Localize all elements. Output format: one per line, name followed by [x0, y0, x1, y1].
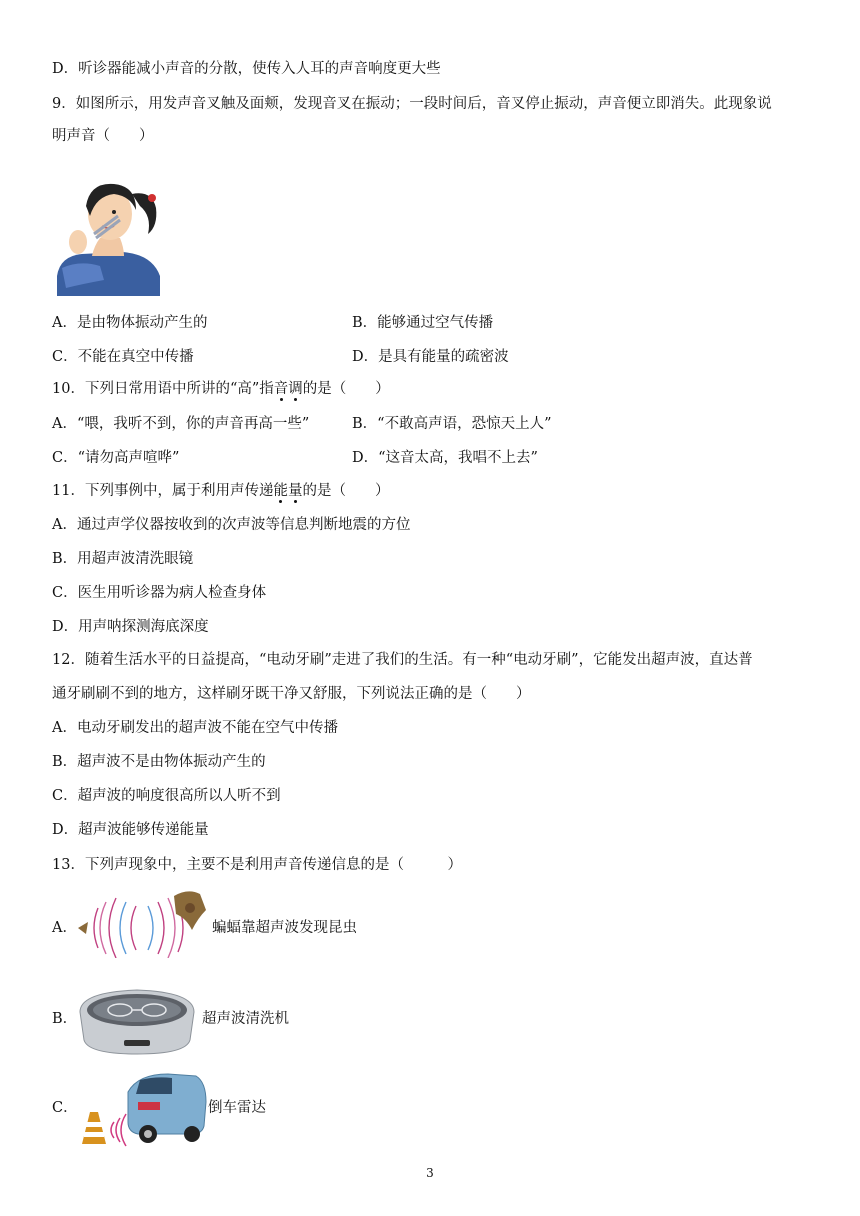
q11-stem — [52, 481, 389, 501]
q10-stem-post: 的是（ ） — [302, 381, 390, 397]
q13-option-b-text: 超声波清洗机 — [202, 1011, 289, 1027]
q10-option-b: B．“不敢高声语，恐惊天上人” — [352, 416, 552, 432]
q10-stem-pre: 10．下列日常用语中所讲的“高”指 — [52, 381, 274, 397]
q8-option-d: D．听诊器能减小声音的分散，使传入人耳的声音响度更大些 — [52, 61, 441, 77]
q11-option-b: B．用超声波清洗眼镜 — [52, 551, 194, 567]
q11-option-d: D．用声呐探测海底深度 — [52, 619, 209, 635]
ultrasonic-cleaner-image — [76, 984, 198, 1056]
q11-option-a: A．通过声学仪器按收到的次声波等信息判断地震的方位 — [52, 517, 411, 533]
q9-option-d: D．是具有能量的疏密波 — [352, 349, 509, 365]
q13-option-a-text: 蝙蝠靠超声波发现昆虫 — [212, 920, 357, 936]
page-number: 3 — [426, 1166, 434, 1180]
q13-option-a-letter: A． — [52, 920, 77, 936]
q12-option-a: A．电动牙刷发出的超声波不能在空气中传播 — [52, 720, 338, 736]
q9-stem-line1: 9．如图所示，用发声音叉触及面颊，发现音叉在振动；一段时间后，音叉停止振动，声音便立即消失。此现象说 — [52, 96, 772, 112]
q9-option-a: A．是由物体振动产生的 — [52, 315, 208, 331]
q12-option-d: D．超声波能够传递能量 — [52, 822, 209, 838]
q12-option-c: C．超声波的响度很高所以人听不到 — [52, 788, 281, 804]
q10-stem — [52, 379, 390, 399]
q11-stem-pre: 11．下列事例中，属于利用声传递 — [52, 483, 274, 499]
q9-option-c: C．不能在真空中传播 — [52, 349, 194, 365]
q9-stem-line2: 明声音（ ） — [52, 128, 154, 144]
q10-stem-emphasis-2: 调 — [288, 381, 303, 397]
q10-option-c: C．“请勿高声喧哗” — [52, 450, 180, 466]
q10-stem-emphasis-1: 音 — [273, 381, 289, 397]
q13-option-c-letter: C． — [52, 1100, 78, 1116]
q13-stem: 13．下列声现象中，主要不是利用声音传递信息的是（ ） — [52, 857, 462, 873]
bat-ultrasound-image — [76, 888, 208, 958]
q11-stem-emphasis-1: 能 — [273, 483, 288, 499]
q11-option-c: C．医生用听诊器为病人检查身体 — [52, 585, 267, 601]
reversing-radar-car-image — [76, 1072, 208, 1148]
tuning-fork-girl-image — [52, 176, 162, 296]
q13-option-c-text: 倒车雷达 — [208, 1100, 266, 1116]
q13-option-b-letter: B． — [52, 1011, 78, 1027]
q12-option-b: B．超声波不是由物体振动产生的 — [52, 754, 266, 770]
q12-stem-line2: 通牙刷刷不到的地方，这样刷牙既干净又舒服，下列说法正确的是（ ） — [52, 686, 531, 702]
q12-stem-line1: 12．随着生活水平的日益提高，“电动牙刷”走进了我们的生活。有一种“电动牙刷”，它能发出超声波，直达普 — [52, 652, 753, 668]
q10-option-d: D．“这音太高，我唱不上去” — [352, 450, 538, 466]
q10-option-a: A．“喂，我听不到，你的声音再高一些” — [52, 416, 310, 432]
q11-stem-emphasis-2: 量 — [287, 483, 303, 499]
q11-stem-post: 的是（ ） — [302, 483, 390, 499]
q9-option-b: B．能够通过空气传播 — [352, 315, 494, 331]
